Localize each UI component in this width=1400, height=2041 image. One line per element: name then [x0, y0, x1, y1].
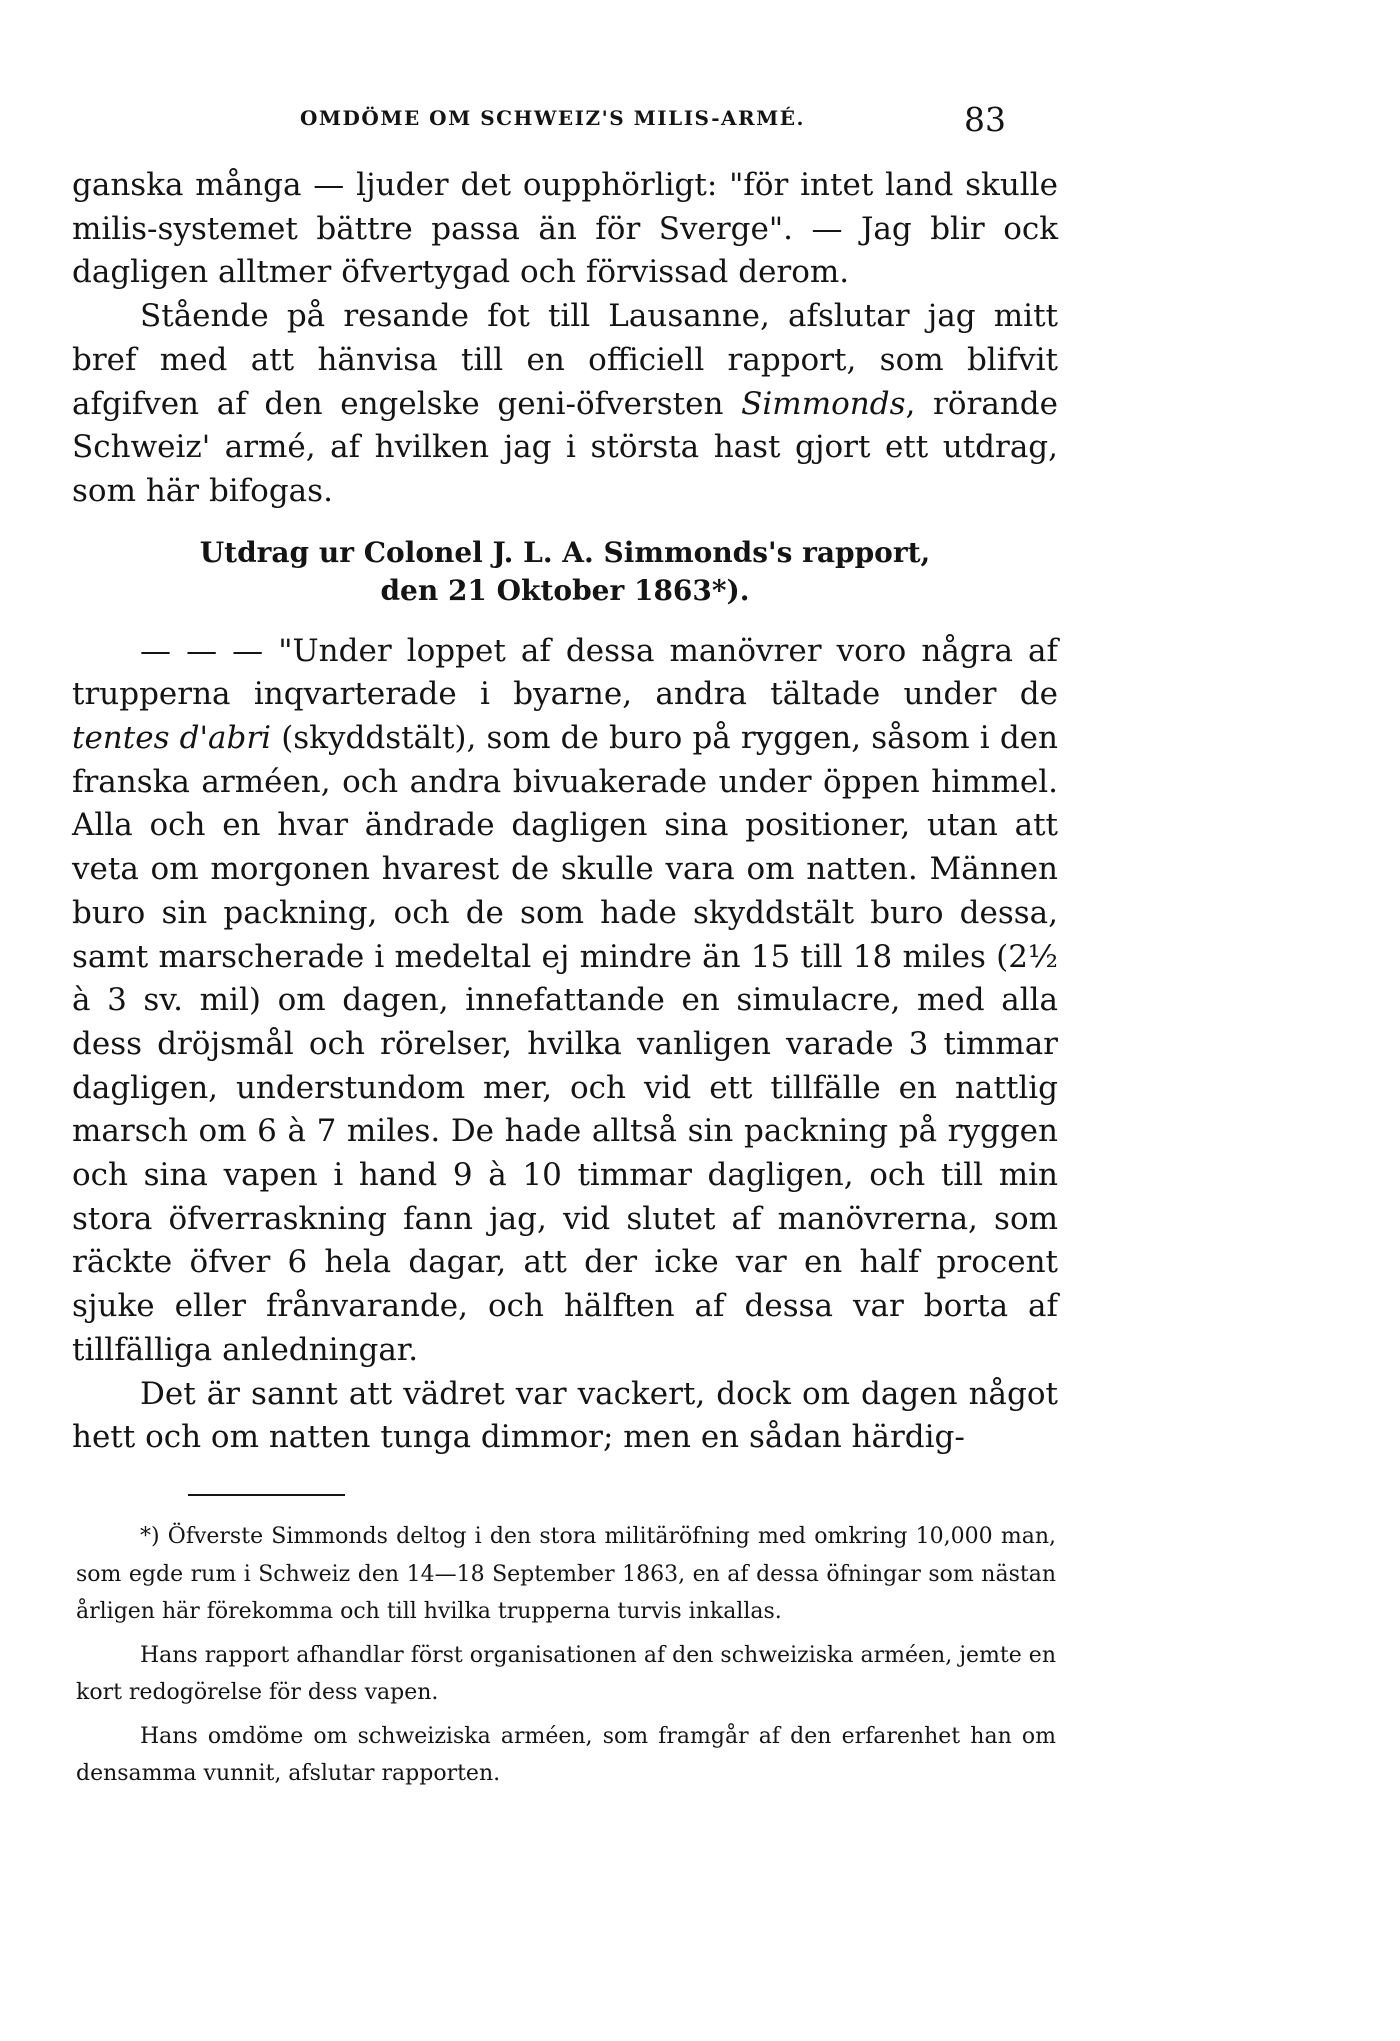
page-header — [300, 100, 1060, 144]
footnote-rule — [188, 1494, 345, 1496]
simmonds-name: Simmonds — [741, 385, 906, 422]
extract-heading-line-1: Utdrag ur Colonel J. L. A. Simmonds's rapport, — [199, 535, 931, 569]
footnotes — [76, 1518, 1056, 1793]
paragraph-continuation: ganska många — ljuder det oupphörligt: "för intet land skulle milis-systemet bättre passa än för Sverge". — Jag blir ock dagligen alltmer öfvertygad och förvissad derom. — [72, 167, 1058, 291]
footnote-2: Hans rapport afhandlar först organisationen af den schweiziska arméen, jemte en kort redogörelse för dess vapen. — [76, 1642, 1056, 1705]
paragraph-lausanne-text-2: , rörande Schweiz' armé, af hvilken jag i största hast gjort ett utdrag, som här bifogas. — [72, 385, 1058, 509]
footnote-3: Hans omdöme om schweiziska arméen, som framgår af den erfarenhet han om densamma vunnit, afslutar rapporten. — [76, 1723, 1056, 1786]
tentes-dabri-term: tentes d'abri — [72, 720, 272, 757]
extract-heading-line-2: den 21 Oktober 1863*). — [380, 573, 750, 607]
running-title: OMDÖME OM SCHWEIZ'S MILIS-ARMÉ. — [300, 106, 806, 130]
paragraph-manoeuvres-text-2: (skyddstält), som de buro på ryggen, såsom i den franska arméen, och andra bivuakerade under öppen himmel. Alla och en hvar ändrade dagligen sina positioner, utan att veta om morgonen hvarest de skulle vara om natten. Männen buro sin packning, och de som hade skyddstält buro dessa, samt marscherade i medeltal ej mindre än 15 till 18 miles (2½ à 3 sv. mil) om dagen, innefattande en simulacre, med alla dess dröjsmål och rörelser, hvilka vanligen varade 3 timmar dagligen, understundom mer, och vid ett tillfälle en nattlig marsch om 6 à 7 miles. De hade alltså sin packning på ryggen och sina vapen i hand 9 à 10 timmar dagligen, och till min stora öfverraskning fann jag, vid slutet af manövrerna, som räckte öfver 6 hela dagar, att der icke var en half procent sjuke eller frånvarande, och hälften af dessa var borta af tillfälliga anledningar. — [72, 720, 1058, 1368]
page-number: 83 — [964, 100, 1006, 139]
paragraph-manoeuvres — [72, 630, 1058, 1373]
paragraph-lausanne-text-1: Stående på resande fot till Lausanne, afslutar jag mitt bref med att hänvisa till en officiell rapport, som blifvit afgifven af den engelske geni-öfversten — [72, 298, 1058, 422]
paragraph-manoeuvres-text-1: — — — "Under loppet af dessa manövrer voro några af trupperna inqvarterade i byarne, andra tältade under de — [72, 632, 1058, 713]
paragraph-lausanne — [72, 295, 1058, 514]
extract-heading — [72, 534, 1058, 610]
paragraph-weather: Det är sannt att vädret var vackert, dock om dagen något hett och om natten tunga dimmor; men en sådan härdig- — [72, 1375, 1058, 1456]
footnote-1: *) Öfverste Simmonds deltog i den stora militäröfning med omkring 10,000 man, som egde rum i Schweiz den 14—18 September 1863, en af dessa öfningar som nästan årligen här förekomma och till hvilka trupperna turvis inkallas. — [76, 1524, 1056, 1624]
main-text — [72, 164, 1058, 1460]
